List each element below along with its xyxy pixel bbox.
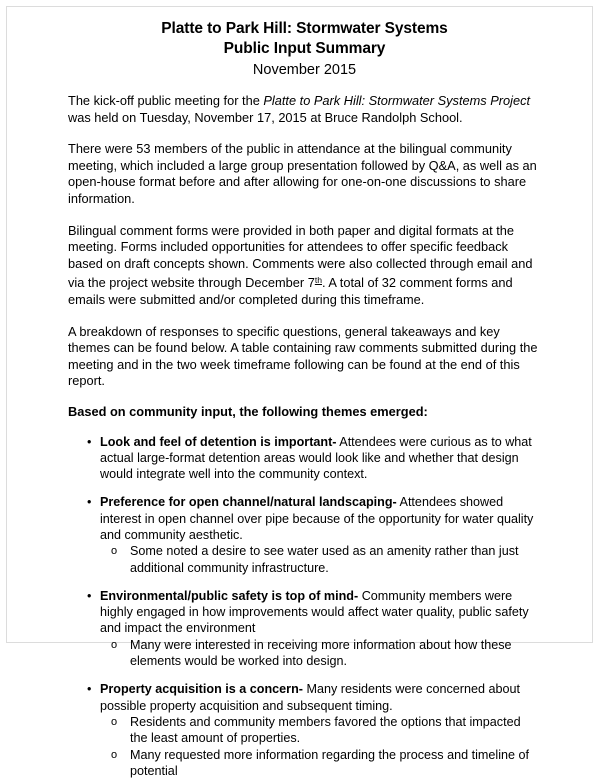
sub-item-text: Residents and community members favored the options that impacted the least amount of properties. — [130, 715, 521, 745]
paragraph-attendance: There were 53 members of the public in attendance at the bilingual community meeting, which included a large group presentation followed by Q&A, as well as an open-house format before and after allowing for one-on-one discussions to share information. — [68, 141, 541, 207]
paragraph-breakdown: A breakdown of responses to specific questions, general takeaways and key themes can be found below. A table containing raw comments submitted during the meeting and in the two week timeframe following can be found at the end of this report. — [68, 324, 541, 390]
theme-lead-label: Look and feel of detention is important- — [100, 435, 336, 449]
theme-lead-label: Environmental/public safety is top of mind- — [100, 589, 358, 603]
sub-list — [100, 543, 541, 576]
circle-bullet-icon: o — [111, 747, 117, 763]
sub-item-text: Some noted a desire to see water used as an amenity rather than just additional community infrastructure. — [130, 544, 519, 574]
document-content — [68, 19, 541, 779]
theme-body-text: Many residents were concerned about possible property acquisition and subsequent timing. — [100, 682, 520, 712]
page-title-line-2: Public Input Summary — [68, 39, 541, 59]
bullet-icon: • — [87, 588, 91, 604]
sub-list — [100, 637, 541, 670]
circle-bullet-icon: o — [111, 543, 117, 559]
page-title-line-1: Platte to Park Hill: Stormwater Systems — [68, 19, 541, 39]
circle-bullet-icon: o — [111, 637, 117, 653]
theme-body-text: Community members were highly engaged in how improvements would affect water quality, public safety and impact the environment — [100, 589, 529, 636]
theme-lead-label: Property acquisition is a concern- — [100, 682, 303, 696]
page-title-date: November 2015 — [68, 60, 541, 80]
paragraph-intro-text-before: The kick-off public meeting for the — [68, 93, 263, 108]
project-name-italic: Platte to Park Hill: Stormwater Systems Project — [263, 93, 530, 108]
bullet-icon: • — [87, 434, 91, 450]
list-item — [100, 714, 541, 747]
circle-bullet-icon: o — [111, 714, 117, 730]
paragraph-intro-text-after: was held on Tuesday, November 17, 2015 at Bruce Randolph School. — [68, 110, 463, 125]
list-item — [68, 434, 541, 483]
paragraph-intro — [68, 93, 541, 126]
list-item — [68, 494, 541, 575]
list-item — [100, 747, 541, 779]
list-item — [68, 588, 541, 669]
themes-heading: Based on community input, the following themes emerged: — [68, 404, 541, 421]
theme-body-text: Attendees were curious as to what actual large-format detention areas would look like and whether that design would integrate well into the community context. — [100, 435, 532, 482]
sub-item-text: Many were interested in receiving more information about how these elements would be worked into design. — [130, 638, 512, 668]
comment-forms-text-part2: . A total of 32 comment forms and emails were submitted and/or completed during this timeframe. — [68, 275, 513, 307]
themes-list — [68, 434, 541, 779]
sub-item-text: Many requested more information regarding the process and timeline of potential — [130, 748, 529, 778]
list-item — [100, 543, 541, 576]
document-title-block — [68, 19, 541, 80]
ordinal-suffix: th — [315, 275, 322, 285]
theme-body-text: Attendees showed interest in open channel over pipe because of the opportunity for water quality and community aesthetic. — [100, 495, 533, 542]
list-item — [68, 681, 541, 779]
bullet-icon: • — [87, 494, 91, 510]
comment-forms-text-part1: Bilingual comment forms were provided in both paper and digital formats at the meeting. Forms included opportunities for attendees to offer specific feedback based on draft concepts shown. Comments were also collected through email and via the project website through December 7 — [68, 223, 533, 291]
theme-lead-label: Preference for open channel/natural landscaping- — [100, 495, 397, 509]
bullet-icon: • — [87, 681, 91, 697]
paragraph-comment-forms — [68, 223, 541, 309]
list-item — [100, 637, 541, 670]
sub-list — [100, 714, 541, 779]
document-page — [6, 6, 593, 643]
